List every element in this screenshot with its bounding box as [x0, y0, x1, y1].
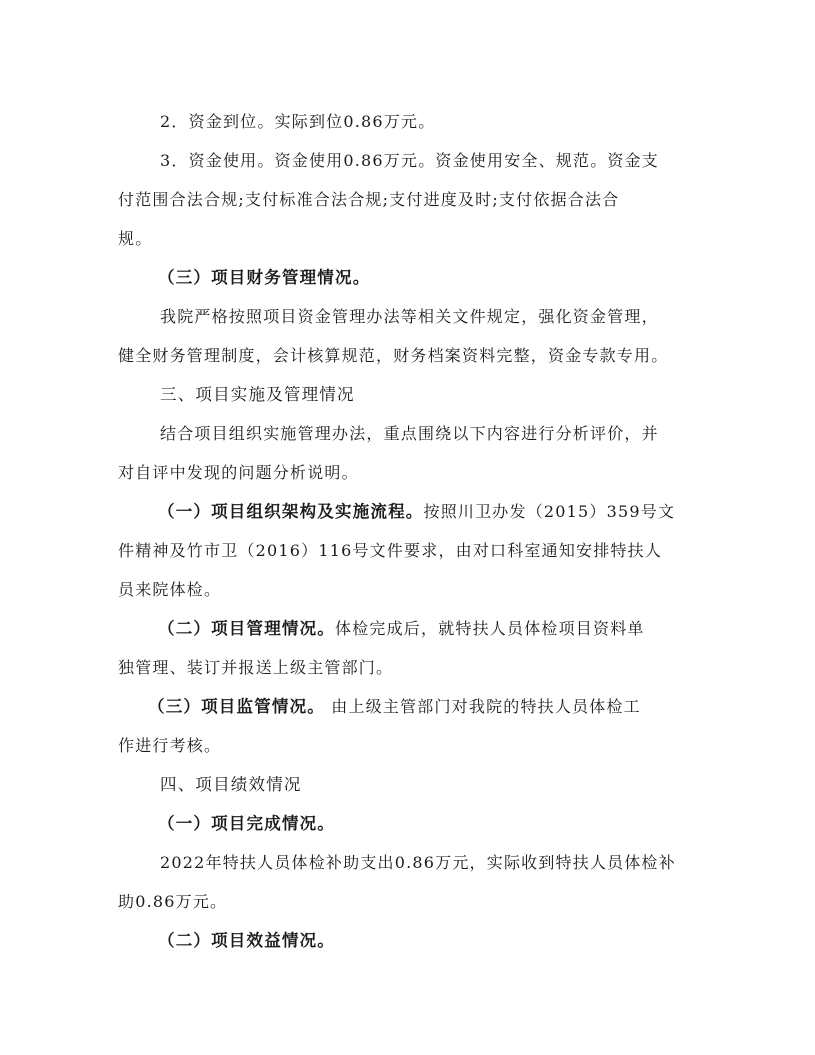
paragraph-funds-arrival: 2．资金到位。实际到位0.86万元。	[160, 112, 436, 131]
paragraph-org-structure-line-3: 员来院体检。	[118, 580, 222, 599]
paragraph-org-structure-line-1: （一）项目组织架构及实施流程。按照川卫办发（2015）359号文	[158, 502, 676, 521]
bold-lead-supervision: （三）项目监管情况。	[148, 697, 325, 716]
paragraph-org-structure-line-2: 件精神及竹市卫（2016）116号文件要求，由对口科室通知安排特扶人	[118, 541, 663, 560]
paragraph-funds-use-line-1: 3．资金使用。资金使用0.86万元。资金使用安全、规范。资金支	[160, 151, 660, 170]
paragraph-funds-use-line-3: 规。	[118, 229, 153, 248]
heading-section-three: 三、项目实施及管理情况	[160, 385, 355, 404]
heading-financial-management: （三）项目财务管理情况。	[158, 268, 371, 287]
paragraph-implementation-line-1: 结合项目组织实施管理办法，重点围绕以下内容进行分析评价，并	[160, 424, 659, 443]
paragraph-supervision-line-1: （三）项目监管情况。 由上级主管部门对我院的特扶人员体检工	[148, 697, 641, 716]
paragraph-project-management-line-2: 独管理、装订并报送上级主管部门。	[118, 658, 394, 677]
paragraph-funds-use-line-2: 付范围合法合规;支付标准合法合规;支付进度及时;支付依据合法合	[118, 190, 620, 209]
paragraph-completion-line-1: 2022年特扶人员体检补助支出0.86万元，实际收到特扶人员体检补	[160, 853, 676, 872]
paragraph-implementation-line-2: 对自评中发现的问题分析说明。	[118, 463, 359, 482]
heading-section-four: 四、项目绩效情况	[160, 775, 302, 794]
bold-lead-org-structure: （一）项目组织架构及实施流程。	[158, 502, 424, 521]
heading-completion: （一）项目完成情况。	[158, 814, 335, 833]
paragraph-supervision-line-2: 作进行考核。	[118, 736, 222, 755]
bold-lead-project-management: （二）项目管理情况。	[158, 619, 335, 638]
heading-benefits: （二）项目效益情况。	[158, 931, 335, 950]
paragraph-financial-line-2: 健全财务管理制度，会计核算规范，财务档案资料完整，资金专款专用。	[118, 346, 669, 365]
paragraph-completion-line-2: 助0.86万元。	[118, 892, 228, 911]
paragraph-project-management-line-1: （二）项目管理情况。体检完成后，就特扶人员体检项目资料单	[158, 619, 645, 638]
paragraph-financial-line-1: 我院严格按照项目资金管理办法等相关文件规定，强化资金管理，	[160, 307, 659, 326]
